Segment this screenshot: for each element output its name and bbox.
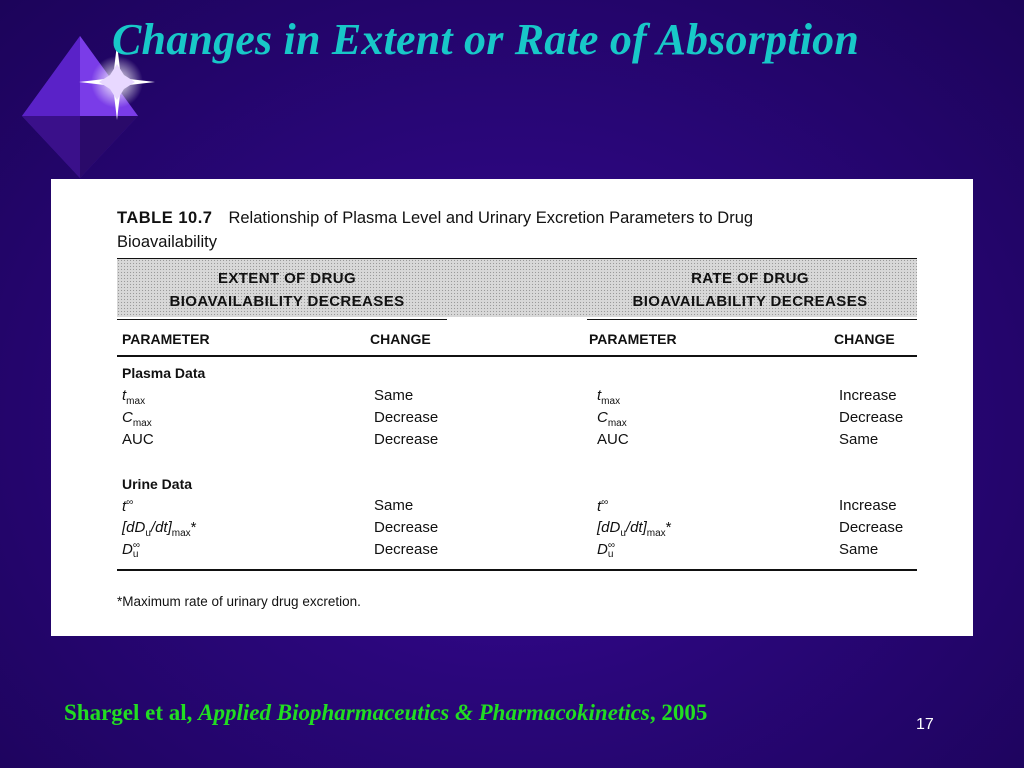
extent-change-value: Same xyxy=(374,387,414,404)
param-dDu-dt-max: $[dD_u/dt]_{max}*$ xyxy=(122,519,197,539)
page-number: 17 xyxy=(916,716,934,733)
header-rule xyxy=(117,355,917,357)
rate-change-value: Same xyxy=(839,541,879,558)
rate-header-line2: BIOAVAILABILITY DECREASES xyxy=(632,293,868,310)
extent-change-value: Same xyxy=(374,497,414,514)
table-caption-text: Relationship of Plasma Level and Urinary Excretion Parameters to Drug Bioavailability xyxy=(117,209,754,251)
param-cmax: $C_{max}$ xyxy=(597,409,627,429)
rate-group-header xyxy=(597,267,903,313)
citation-year: , 2005 xyxy=(649,700,708,725)
param-t-inf: t∞ xyxy=(122,497,134,515)
extent-parameter-header: PARAMETER xyxy=(122,331,210,347)
citation-authors: Shargel et al, xyxy=(64,700,193,725)
table-footnote: *Maximum rate of urinary drug excretion. xyxy=(117,594,361,609)
param-tmax: $t_{max}$ xyxy=(122,387,146,407)
rate-group-rule xyxy=(587,319,917,320)
rate-change-value: Decrease xyxy=(839,519,904,536)
extent-change-header: CHANGE xyxy=(370,331,431,347)
param-cmax: $C_{max}$ xyxy=(122,409,152,429)
section-heading: Plasma Data xyxy=(122,365,206,381)
extent-header-line2: BIOAVAILABILITY DECREASES xyxy=(169,293,405,310)
param-dDu-dt-max: $[dD_u/dt]_{max}*$ xyxy=(597,519,672,539)
rate-change-header: CHANGE xyxy=(834,331,895,347)
param-tmax: $t_{max}$ xyxy=(597,387,621,407)
rate-change-value: Decrease xyxy=(839,409,904,426)
citation xyxy=(64,700,707,726)
rate-change-value: Same xyxy=(839,431,879,448)
extent-header-line1: EXTENT OF DRUG xyxy=(217,270,357,287)
citation-book-title: Applied Biopharmaceutics & Pharmacokinetics xyxy=(198,700,650,725)
table-caption xyxy=(117,206,837,254)
rate-change-value: Increase xyxy=(839,497,897,514)
param-Du-inf: D ∞ u xyxy=(597,540,615,561)
rate-change-value: Increase xyxy=(839,387,897,404)
slide-title: Changes in Extent or Rate of Absorption xyxy=(112,15,859,64)
rate-header-line1: RATE OF DRUG xyxy=(691,270,809,287)
extent-change-value: Decrease xyxy=(374,519,439,536)
param-auc: AUC xyxy=(122,431,154,448)
param-auc: AUC xyxy=(597,431,629,448)
extent-change-value: Decrease xyxy=(374,409,439,426)
extent-change-value: Decrease xyxy=(374,431,439,448)
section-heading: Urine Data xyxy=(122,476,193,492)
param-t-inf: t∞ xyxy=(597,497,609,515)
extent-change-value: Decrease xyxy=(374,541,439,558)
bottom-rule xyxy=(117,569,917,571)
table-number: TABLE 10.7 xyxy=(117,209,213,227)
extent-group-rule xyxy=(117,319,447,320)
rate-parameter-header: PARAMETER xyxy=(589,331,677,347)
param-Du-inf: D ∞ u xyxy=(122,540,140,561)
extent-group-header xyxy=(137,267,437,313)
table-image xyxy=(51,179,973,636)
